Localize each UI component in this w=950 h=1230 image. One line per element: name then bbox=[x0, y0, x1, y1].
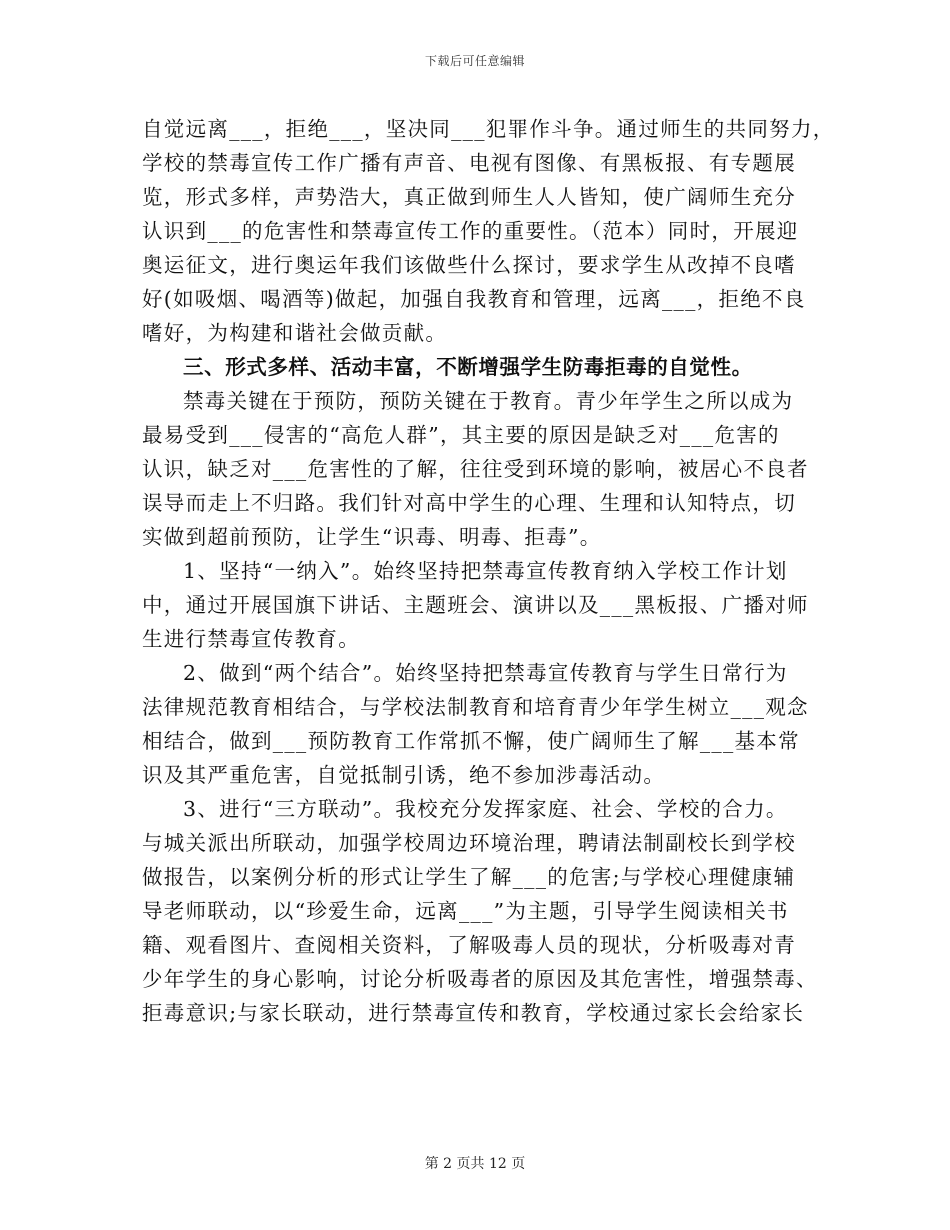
document-body bbox=[142, 112, 835, 1030]
text-line: 自觉远离___，拒绝___，坚决同___犯罪作斗争。通过师生的共同努力， bbox=[142, 117, 835, 141]
text-line: 1、坚持“一纳入”。始终坚持把禁毒宣传教育纳入学校工作计划 bbox=[183, 559, 788, 583]
text-line: 法律规范教育相结合，与学校法制教育和培育青少年学生树立___观念 bbox=[142, 695, 809, 719]
text-line: 与城关派出所联动，加强学校周边环境治理，聘请法制副校长到学校 bbox=[142, 831, 796, 855]
text-line: 嗜好，为构建和谐社会做贡献。 bbox=[142, 321, 448, 345]
text-line: 误导而走上不归路。我们针对高中学生的心理、生理和认知特点，切 bbox=[142, 491, 796, 515]
text-line: 少年学生的身心影响，讨论分析吸毒者的原因及其危害性，增强禁毒、 bbox=[142, 967, 818, 991]
text-line: 最易受到___侵害的“高危人群”，其主要的原因是缺乏对___危害的 bbox=[142, 423, 780, 447]
text-line: 生进行禁毒宣传教育。 bbox=[142, 627, 360, 651]
text-line: 拒毒意识;与家长联动，进行禁毒宣传和教育，学校通过家长会给家长 bbox=[142, 1001, 805, 1025]
text-line: 好(如吸烟、喝酒等)做起，加强自我教育和管理，远离___，拒绝不良 bbox=[142, 287, 806, 311]
text-line: 籍、观看图片、查阅相关资料，了解吸毒人员的现状，分析吸毒对青 bbox=[142, 933, 796, 957]
text-line: 导老师联动，以“珍爱生命，远离___”为主题，引导学生阅读相关书 bbox=[142, 899, 789, 923]
text-line: 禁毒关键在于预防，预防关键在于教育。青少年学生之所以成为 bbox=[183, 389, 794, 413]
page-footer: 第 2 页共 12 页 bbox=[424, 1156, 526, 1172]
text-line: 识及其严重危害，自觉抵制引诱，绝不参加涉毒活动。 bbox=[142, 763, 666, 787]
section-heading: 三、形式多样、活动丰富，不断增强学生防毒拒毒的自觉性。 bbox=[183, 355, 753, 379]
text-line: 实做到超前预防，让学生“识毒、明毒、拒毒”。 bbox=[142, 525, 602, 549]
page-header: 下载后可任意编辑 bbox=[424, 54, 525, 68]
text-line: 2、做到“两个结合”。始终坚持把禁毒宣传教育与学生日常行为 bbox=[183, 661, 788, 685]
text-line: 认识到___的危害性和禁毒宣传工作的重要性。（范本）同时，开展迎 bbox=[142, 219, 799, 243]
text-line: 做报告，以案例分析的形式让学生了解___的危害;与学校心理健康辅 bbox=[142, 865, 796, 889]
text-line: 中，通过开展国旗下讲话、主题班会、演讲以及___黑板报、广播对师 bbox=[142, 593, 809, 617]
text-line: 认识，缺乏对___危害性的了解，往往受到环境的影响，被居心不良者 bbox=[142, 457, 809, 481]
text-line: 3、进行“三方联动”。我校充分发挥家庭、社会、学校的合力。 bbox=[183, 797, 788, 821]
text-line: 学校的禁毒宣传工作广播有声音、电视有图像、有黑板报、有专题展 bbox=[142, 151, 796, 175]
text-line: 览，形式多样，声势浩大，真正做到师生人人皆知，使广阔师生充分 bbox=[142, 185, 796, 209]
text-line: 奥运征文，进行奥运年我们该做些什么探讨，要求学生从改掉不良嗜 bbox=[142, 253, 796, 277]
text-line: 相结合，做到___预防教育工作常抓不懈，使广阔师生了解___基本常 bbox=[142, 729, 800, 753]
